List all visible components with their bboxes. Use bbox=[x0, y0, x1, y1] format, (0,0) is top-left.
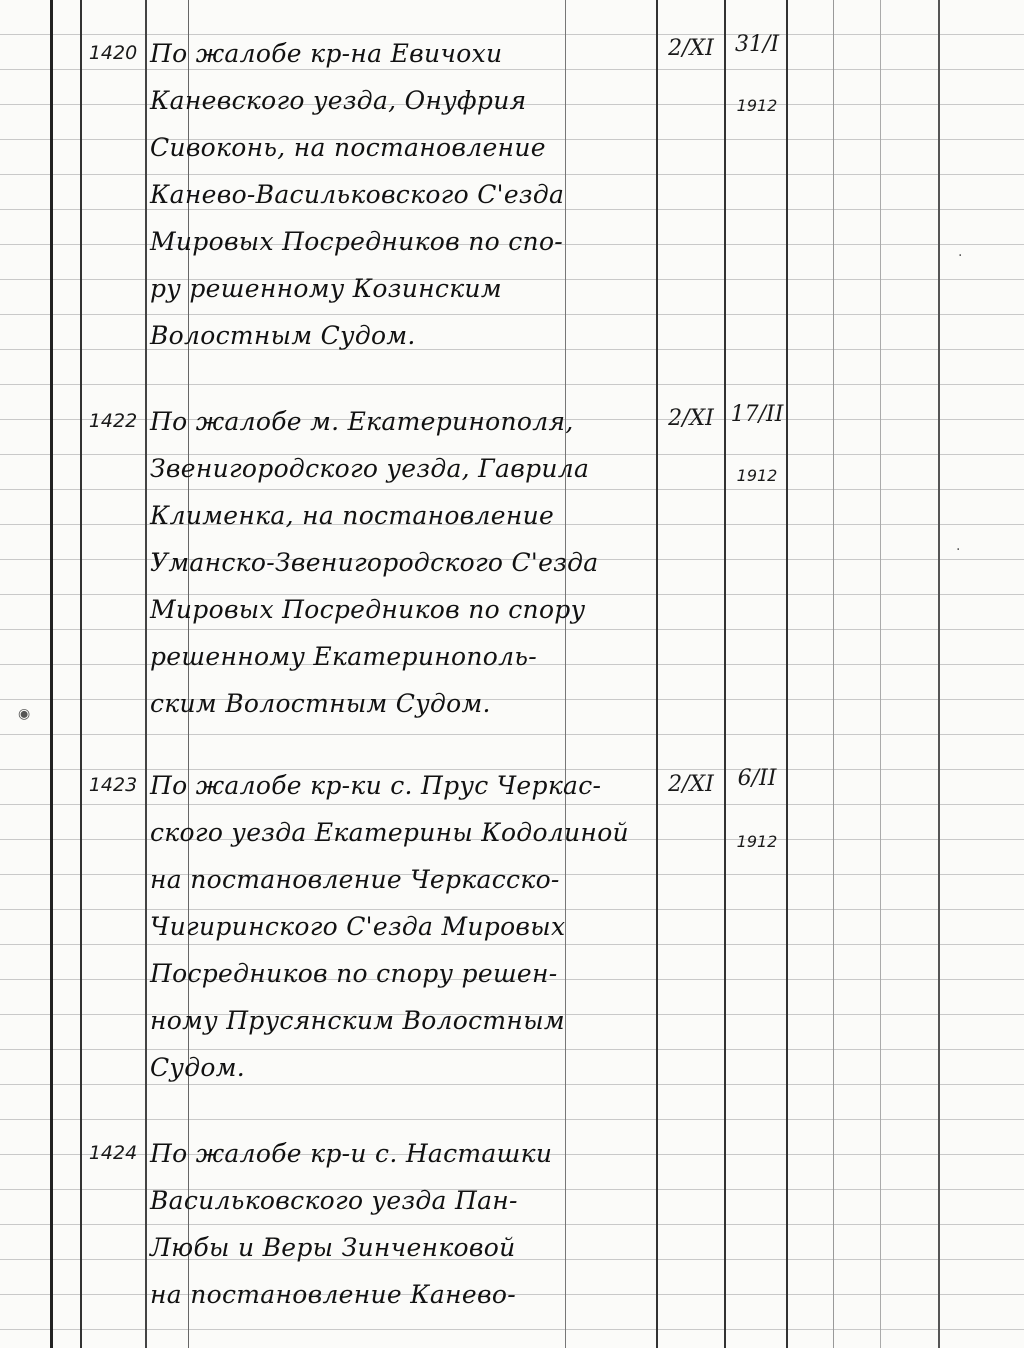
entry-text bbox=[150, 30, 655, 359]
entry-number: 1422 bbox=[88, 410, 138, 432]
entry-line: решенному Екатеринополь- bbox=[150, 642, 537, 671]
date-decided: 31/I bbox=[734, 32, 780, 57]
entry-line: Канево-Васильковского С'езда bbox=[150, 180, 565, 209]
entry-line: Судом. bbox=[150, 1053, 246, 1082]
entry-line: Сивоконь, на постановление bbox=[150, 133, 546, 162]
entry-line: По жалобе кр-на Евичохи bbox=[150, 39, 503, 68]
entry-line: Васильковского уезда Пан- bbox=[150, 1186, 518, 1215]
stray-mark: · bbox=[958, 248, 963, 264]
entry-line: Звенигородского уезда, Гаврила bbox=[150, 454, 590, 483]
rule-right-1 bbox=[786, 0, 788, 1348]
decision-year: 1912 bbox=[736, 466, 778, 485]
entry-line: Каневского уезда, Онуфрия bbox=[150, 86, 527, 115]
entry-line: Мировых Посредников по спору bbox=[150, 595, 586, 624]
entry-line: Мировых Посредников по спо- bbox=[150, 227, 564, 256]
entry-line: ского уезда Екатерины Кодолиной bbox=[150, 818, 629, 847]
entry-line: Уманско-Звенигородского С'езда bbox=[150, 548, 599, 577]
stray-mark: · bbox=[956, 542, 961, 558]
entry-line: ному Прусянским Волостным bbox=[150, 1006, 565, 1035]
rule-right-3 bbox=[880, 0, 881, 1348]
rule-number-column bbox=[145, 0, 147, 1348]
decision-year: 1912 bbox=[736, 96, 778, 115]
entry-line: Волостным Судом. bbox=[150, 321, 416, 350]
entry-text bbox=[150, 398, 655, 727]
date-received: 2/XI bbox=[668, 36, 714, 61]
rule-date-decided bbox=[724, 0, 726, 1348]
entry-line: ским Волостным Судом. bbox=[150, 689, 491, 718]
entry-line: Чигиринского С'езда Мировых bbox=[150, 912, 566, 941]
date-received: 2/XI bbox=[668, 772, 714, 797]
entry-text bbox=[150, 762, 655, 1091]
entry-line: По жалобе кр-и с. Насташки bbox=[150, 1139, 553, 1168]
entry-line: По жалобе кр-ки с. Прус Черкас- bbox=[150, 771, 602, 800]
rule-date-received bbox=[656, 0, 658, 1348]
entry-line: Клименка, на постановление bbox=[150, 501, 555, 530]
entry-line: ру решенному Козинским bbox=[150, 274, 502, 303]
decision-year: 1912 bbox=[736, 832, 778, 851]
entry-line: на постановление Канево- bbox=[150, 1280, 516, 1309]
punch-hole-mark: ◉ bbox=[18, 706, 31, 722]
entry-line: По жалобе м. Екатеринополя, bbox=[150, 407, 574, 436]
entry-number: 1420 bbox=[88, 42, 138, 64]
rule-right-4 bbox=[938, 0, 940, 1348]
entry-number: 1424 bbox=[88, 1142, 138, 1164]
date-decided: 17/II bbox=[730, 402, 784, 427]
entry-text bbox=[150, 1130, 655, 1318]
rule-right-2 bbox=[833, 0, 834, 1348]
date-decided: 6/II bbox=[737, 766, 777, 791]
date-received: 2/XI bbox=[668, 406, 714, 431]
entry-number: 1423 bbox=[88, 774, 138, 796]
rule-left-outer bbox=[50, 0, 53, 1348]
entry-line: на постановление Черкасско- bbox=[150, 865, 560, 894]
entry-line: Любы и Веры Зинченковой bbox=[150, 1233, 516, 1262]
entry-line: Посредников по спору решен- bbox=[150, 959, 558, 988]
